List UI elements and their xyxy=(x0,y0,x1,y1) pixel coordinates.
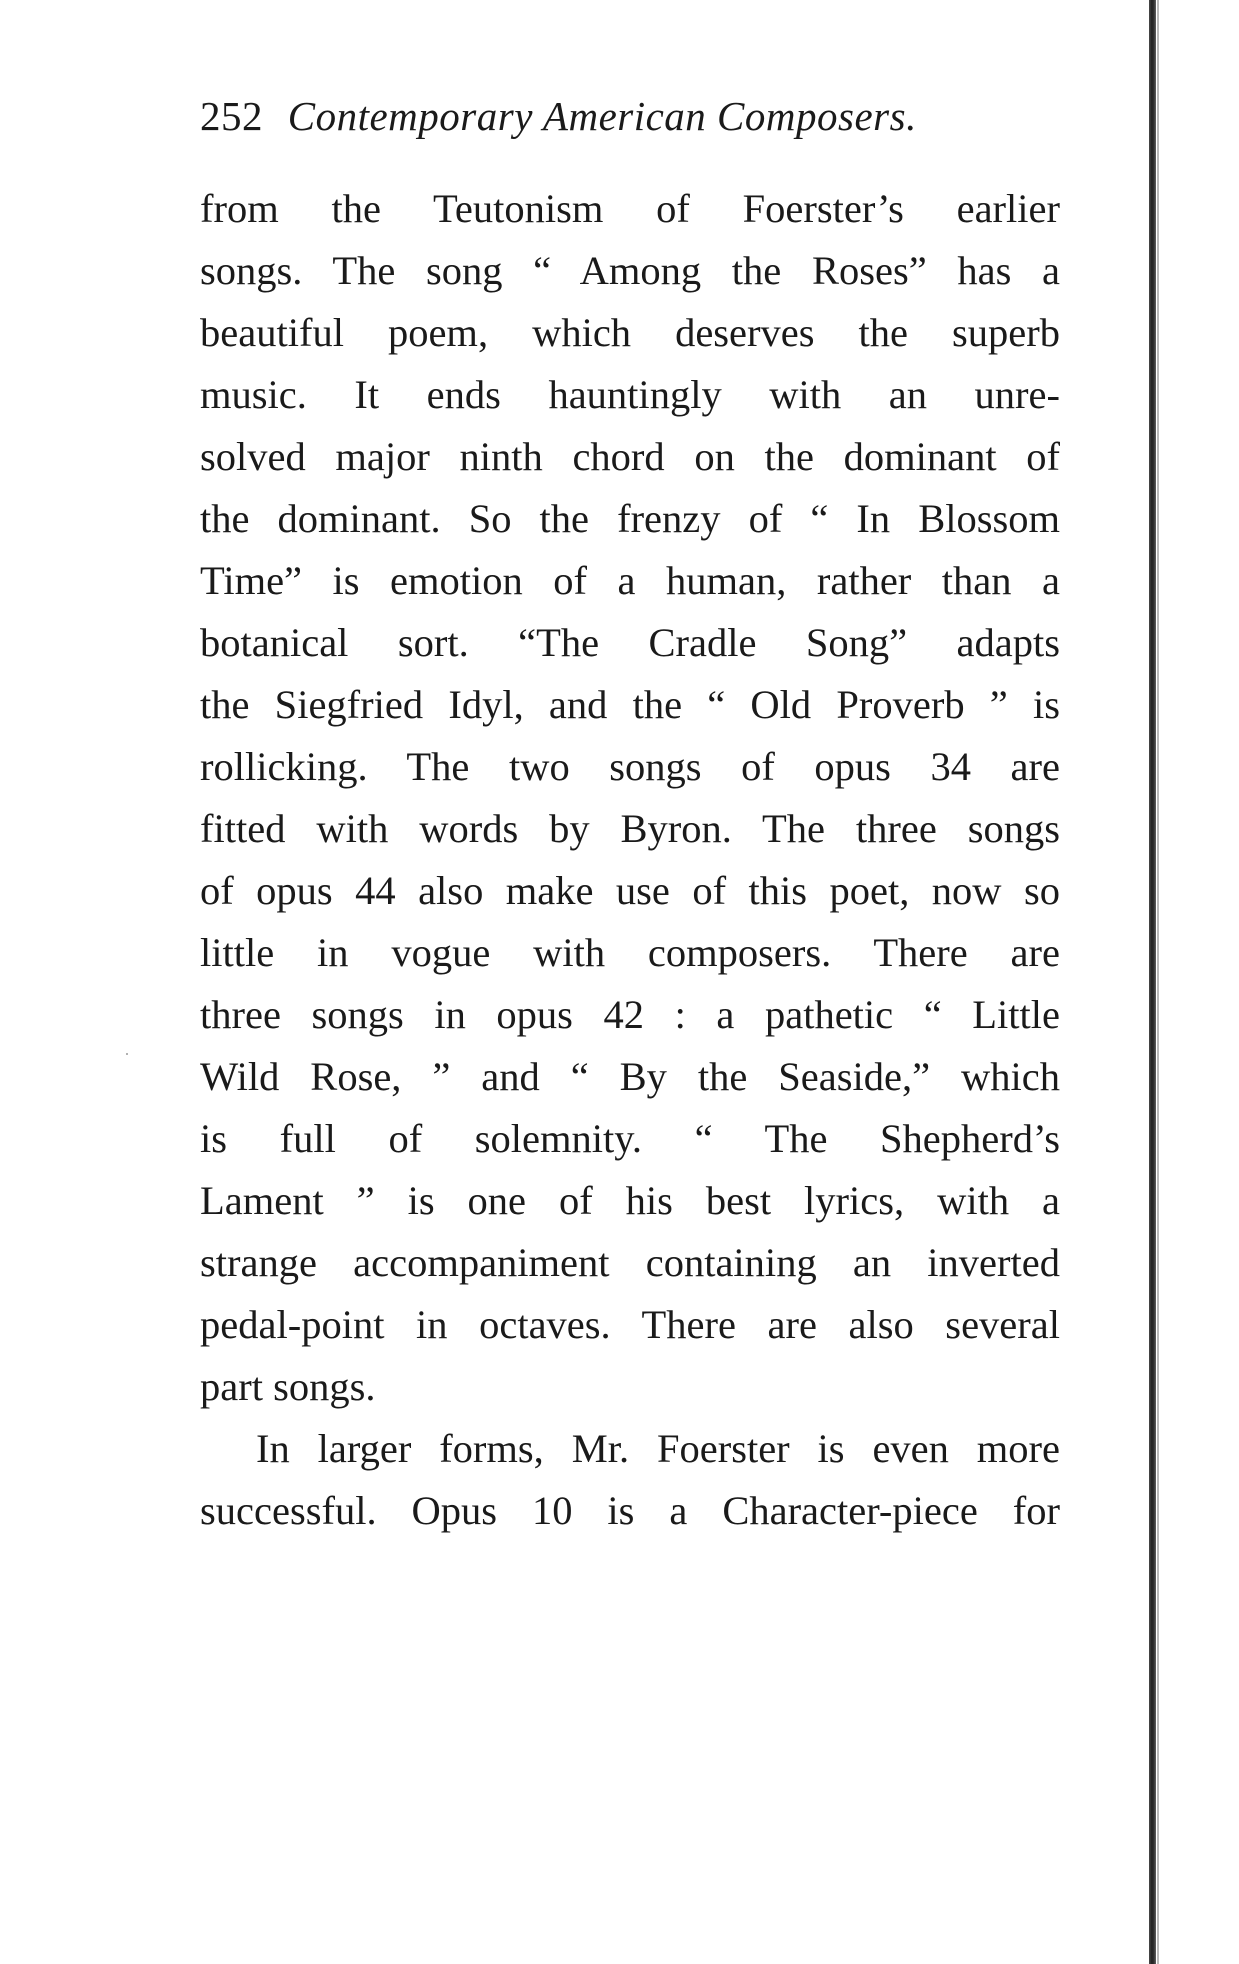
body-text xyxy=(200,178,1060,1542)
text-line: music. It ends hauntingly with an unre- xyxy=(200,372,1060,417)
text-line: Time” is emotion of a human, rather than a xyxy=(200,558,1060,603)
text-line: the Siegfried Idyl, and the “ Old Proverb ” is xyxy=(200,682,1060,727)
text-line: beautiful poem, which deserves the superb xyxy=(200,310,1060,355)
text-line: successful. Opus 10 is a Character-piece for xyxy=(200,1488,1060,1533)
paragraph-first-line: In larger forms, Mr. Foerster is even more xyxy=(256,1426,1060,1471)
text-line: solved major ninth chord on the dominant of xyxy=(200,434,1060,479)
text-line: fitted with words by Byron. The three songs xyxy=(200,806,1060,851)
scan-speck xyxy=(126,1053,128,1055)
text-line: is full of solemnity. “ The Shepherd’s xyxy=(200,1116,1060,1161)
text-line: from the Teutonism of Foerster’s earlier xyxy=(200,186,1060,231)
text-line: little in vogue with composers. There are xyxy=(200,930,1060,975)
text-line: Lament ” is one of his best lyrics, with a xyxy=(200,1178,1060,1223)
paragraph-end-line: part songs. xyxy=(200,1364,376,1409)
text-line: Wild Rose, ” and “ By the Seaside,” which xyxy=(200,1054,1060,1099)
page-number: 252 xyxy=(200,93,263,139)
page-binding-edge xyxy=(1149,0,1156,1964)
text-line: of opus 44 also make use of this poet, now so xyxy=(200,868,1060,913)
text-line: songs. The song “ Among the Roses” has a xyxy=(200,248,1060,293)
running-head xyxy=(200,88,917,144)
text-line: rollicking. The two songs of opus 34 are xyxy=(200,744,1060,789)
text-line: botanical sort. “The Cradle Song” adapts xyxy=(200,620,1060,665)
text-line: the dominant. So the frenzy of “ In Blossom xyxy=(200,496,1060,541)
text-line: pedal-point in octaves. There are also several xyxy=(200,1302,1060,1347)
running-title: Contemporary American Composers. xyxy=(287,93,917,139)
page-binding-shadow xyxy=(1157,0,1159,1964)
text-line: three songs in opus 42 : a pathetic “ Little xyxy=(200,992,1060,1037)
text-line: strange accompaniment containing an inverted xyxy=(200,1240,1060,1285)
